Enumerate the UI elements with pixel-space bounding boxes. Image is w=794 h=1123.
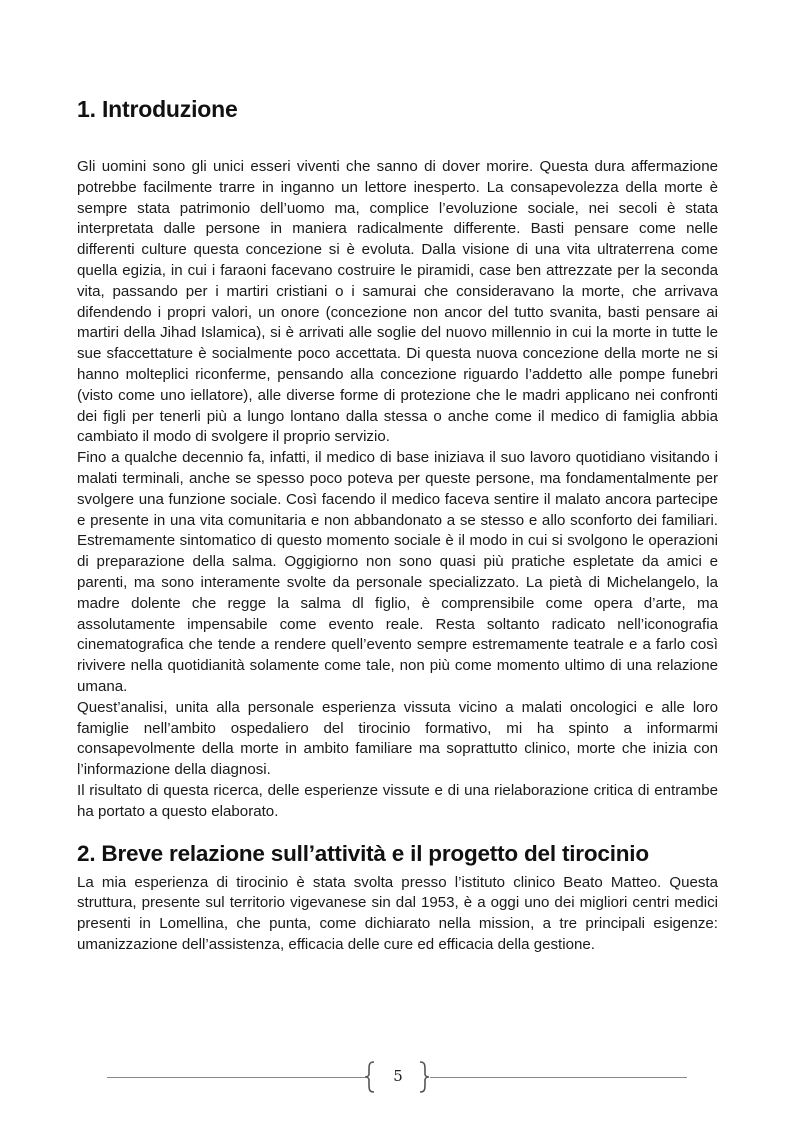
page-number: 5 — [393, 1067, 403, 1085]
paragraph: Fino a qualche decennio fa, infatti, il medico di base iniziava il suo lavoro quotidiano visitando i malati terminali, anche se spesso poco poteva per queste persone, ma fondamentalmente per svolgere una funzione sociale. Così facendo il medico faceva sentire il malato ancora partecipe e presente in una vita comunitaria e non abbandonato a se stesso e allo sconforto dei familiari. Estremamente sintomatico di questo momento sociale è il modo in cui si svolgono le operazioni di preparazione della salma. Oggigiorno non sono quasi più pratiche espletate da amici e parenti, ma sono interamente svolte da personale specializzato. La pietà di Michelangelo, la madre dolente che regge la salma dl figlio, è comprensibile come opera d’arte, ma assolutamente impensabile come evento reale. Resta soltanto radicato nell’iconografia cinematografica che tende a rendere quell’evento sempre estremamente teatrale e a farlo così rivivere nella quotidianità solamente come tale, non più come momento ultimo di una relazione umana. — [77, 449, 718, 695]
section-heading-tirocinio: 2. Breve relazione sull’attività e il progetto del tirocinio — [77, 840, 649, 866]
left-brace-icon — [364, 1061, 376, 1093]
footer-rule-left — [107, 1077, 365, 1078]
page-footer — [0, 1060, 794, 1100]
right-brace-icon — [418, 1061, 430, 1093]
paragraph: Gli uomini sono gli unici esseri viventi che sanno di dover morire. Questa dura affermazione potrebbe facilmente trarre in inganno un lettore inesperto. La consapevolezza della morte è sempre stata patrimonio dell’uomo ma, complice l’evoluzione sociale, nei secoli è stata interpretata dalle persone in maniera radicalmente differente. Basti pensare come nelle differenti culture questa concezione si è evoluta. Dalla visione di una vita ultraterrena come quella egizia, in cui i faraoni facevano costruire le piramidi, case ben attrezzate per la seconda vita, passando per i martiri cristiani o i samurai che consideravano la morte, che arrivava difendendo i propri valori, un onore (concezione non ancor del tutto svanita, basti pensare ai martiri della Jihad Islamica), si è arrivati alle soglie del nuovo millennio in cui la morte in tutte le sue sfaccettature è socialmente poco accettata. Di questa nuova concezione della morte ne si hanno molteplici riconferme, pensando alla concezione riguardo l’addetto alle pompe funebri (visto come uno iellatore), alle diverse forme di protezione che le madri applicano nei confronti dei figli per tenerli più a lungo lontano dalla stessa o anche come il medico di famiglia abbia cambiato il modo di svolgere il proprio servizio. — [77, 158, 718, 446]
footer-rule-right — [430, 1077, 687, 1078]
document-page — [77, 88, 718, 956]
section-heading-introduzione: 1. Introduzione — [77, 96, 238, 122]
section-body-tirocinio — [77, 873, 718, 956]
paragraph: La mia esperienza di tirocinio è stata svolta presso l’istituto clinico Beato Matteo. Questa struttura, presente sul territorio vigevanese sin dal 1953, è a oggi uno dei migliori centri medici presenti in Lomellina, che punta, come dichiarato nella mission, a tre principali esigenze: umanizzazione dell’assistenza, efficacia delle cure ed efficacia della gestione. — [77, 873, 718, 953]
section-body-introduzione — [77, 157, 718, 823]
paragraph: Quest’analisi, unita alla personale esperienza vissuta vicino a malati oncologici e alle loro famiglie nell’ambito ospedaliero del tirocinio formativo, mi ha spinto a informarmi consapevolmente della morte in ambito familiare ma soprattutto clinico, morte che inizia con l’informazione della diagnosi. — [77, 698, 718, 779]
paragraph: Il risultato di questa ricerca, delle esperienze vissute e di una rielaborazione critica di entrambe ha portato a questo elaborato. — [77, 781, 718, 820]
